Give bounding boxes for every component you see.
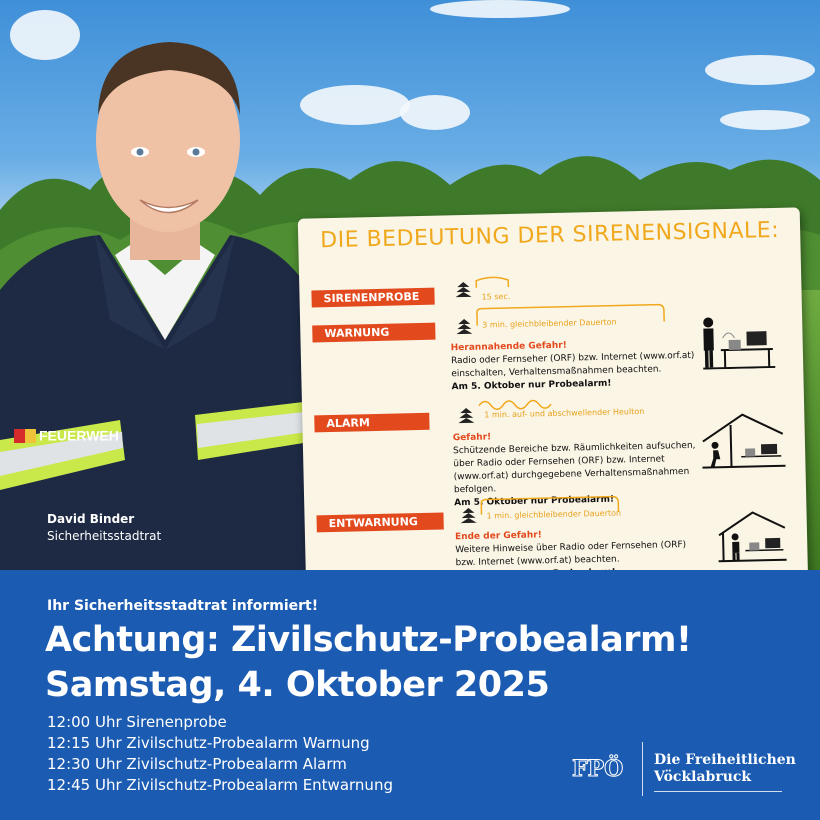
- signal-heading: Herannahende Gefahr!: [450, 340, 567, 354]
- siren-icon: [457, 407, 475, 425]
- card-title: DIE BEDEUTUNG DER SIRENENSIGNALE:: [319, 217, 780, 254]
- intro-text: Ihr Sicherheitsstadtrat informiert!: [47, 598, 319, 614]
- schedule-item: 12:00 Uhr Sirenenprobe: [47, 713, 227, 731]
- signal-duration: 15 sec.: [481, 291, 511, 302]
- schedule-item: 12:45 Uhr Zivilschutz-Probealarm Entwarnung: [47, 776, 393, 794]
- signal-heading: Ende der Gefahr!: [454, 530, 542, 543]
- person-at-radio-icon: [700, 313, 776, 370]
- schedule-list: [47, 712, 393, 796]
- tone-curve: [475, 276, 510, 289]
- person-in-house-icon: [716, 508, 787, 564]
- signal-desc-warnung: [451, 337, 702, 395]
- signal-note: Am 5. Oktober nur Probealarm!: [451, 378, 612, 393]
- signal-label-sirenenprobe: SIRENENPROBE: [311, 288, 434, 308]
- signal-label-entwarnung: ENTWARNUNG: [316, 513, 443, 533]
- signal-label-warnung: WARNUNG: [312, 323, 435, 343]
- schedule-item: 12:15 Uhr Zivilschutz-Probealarm Warnung: [47, 734, 370, 752]
- person-role: Sicherheitsstadtrat: [47, 529, 162, 543]
- jacket-badge: [14, 425, 119, 444]
- signal-text: Radio oder Fernseher (ORF) bzw. Internet (www.orf.at) einschalten, Verhaltensmaßnahmen beachten.: [450, 350, 695, 380]
- person-entering-house-icon: [700, 410, 786, 470]
- siren-icon: [454, 281, 472, 299]
- signal-duration: 3 min. gleichbleibender Dauerton: [482, 317, 617, 330]
- headline: Achtung: Zivilschutz-Probealarm!: [45, 620, 692, 660]
- schedule-item: 12:30 Uhr Zivilschutz-Probealarm Alarm: [47, 755, 347, 773]
- siren-icon: [459, 507, 477, 525]
- name-block: [47, 512, 161, 543]
- siren-signals-card: [298, 207, 808, 598]
- logo-wordmark: [654, 752, 796, 786]
- signal-text: Schützende Bereiche bzw. Räumlichkeiten aufsuchen, über Radio oder Fernsehen (ORF) bzw. Internet (www.orf.at) durchgegebene Verhaltensmaßnahmen befolgen.: [452, 440, 696, 496]
- signal-label-alarm: ALARM: [314, 413, 429, 433]
- fpo-logo: [572, 752, 632, 782]
- person-portrait: [0, 20, 330, 570]
- siren-icon: [455, 318, 473, 336]
- person-name: David Binder: [47, 512, 135, 526]
- logo-line-2: Vöcklabruck: [654, 769, 752, 785]
- signal-heading: Gefahr!: [452, 432, 492, 444]
- jacket-text: FEUERWEH: [39, 427, 119, 444]
- signal-note: Am 5. Oktober nur Probealarm!: [454, 494, 615, 509]
- signal-duration: 1 min. auf- und abschwellender Heulton: [484, 406, 645, 420]
- signal-text: Weitere Hinweise über Radio oder Fernsehen (ORF) bzw. Internet (www.orf.at) beachten.: [455, 540, 687, 569]
- fpo-logo-text: FPÖ: [572, 756, 624, 782]
- logo-line-1: Die Freiheitlichen: [654, 752, 796, 768]
- logo-rule: [654, 791, 782, 792]
- coat-of-arms-icon: [14, 429, 36, 443]
- signal-duration: 1 min. gleichbleibender Dauerton: [486, 508, 622, 521]
- logo-divider: [642, 742, 643, 796]
- event-date: Samstag, 4. Oktober 2025: [45, 665, 550, 705]
